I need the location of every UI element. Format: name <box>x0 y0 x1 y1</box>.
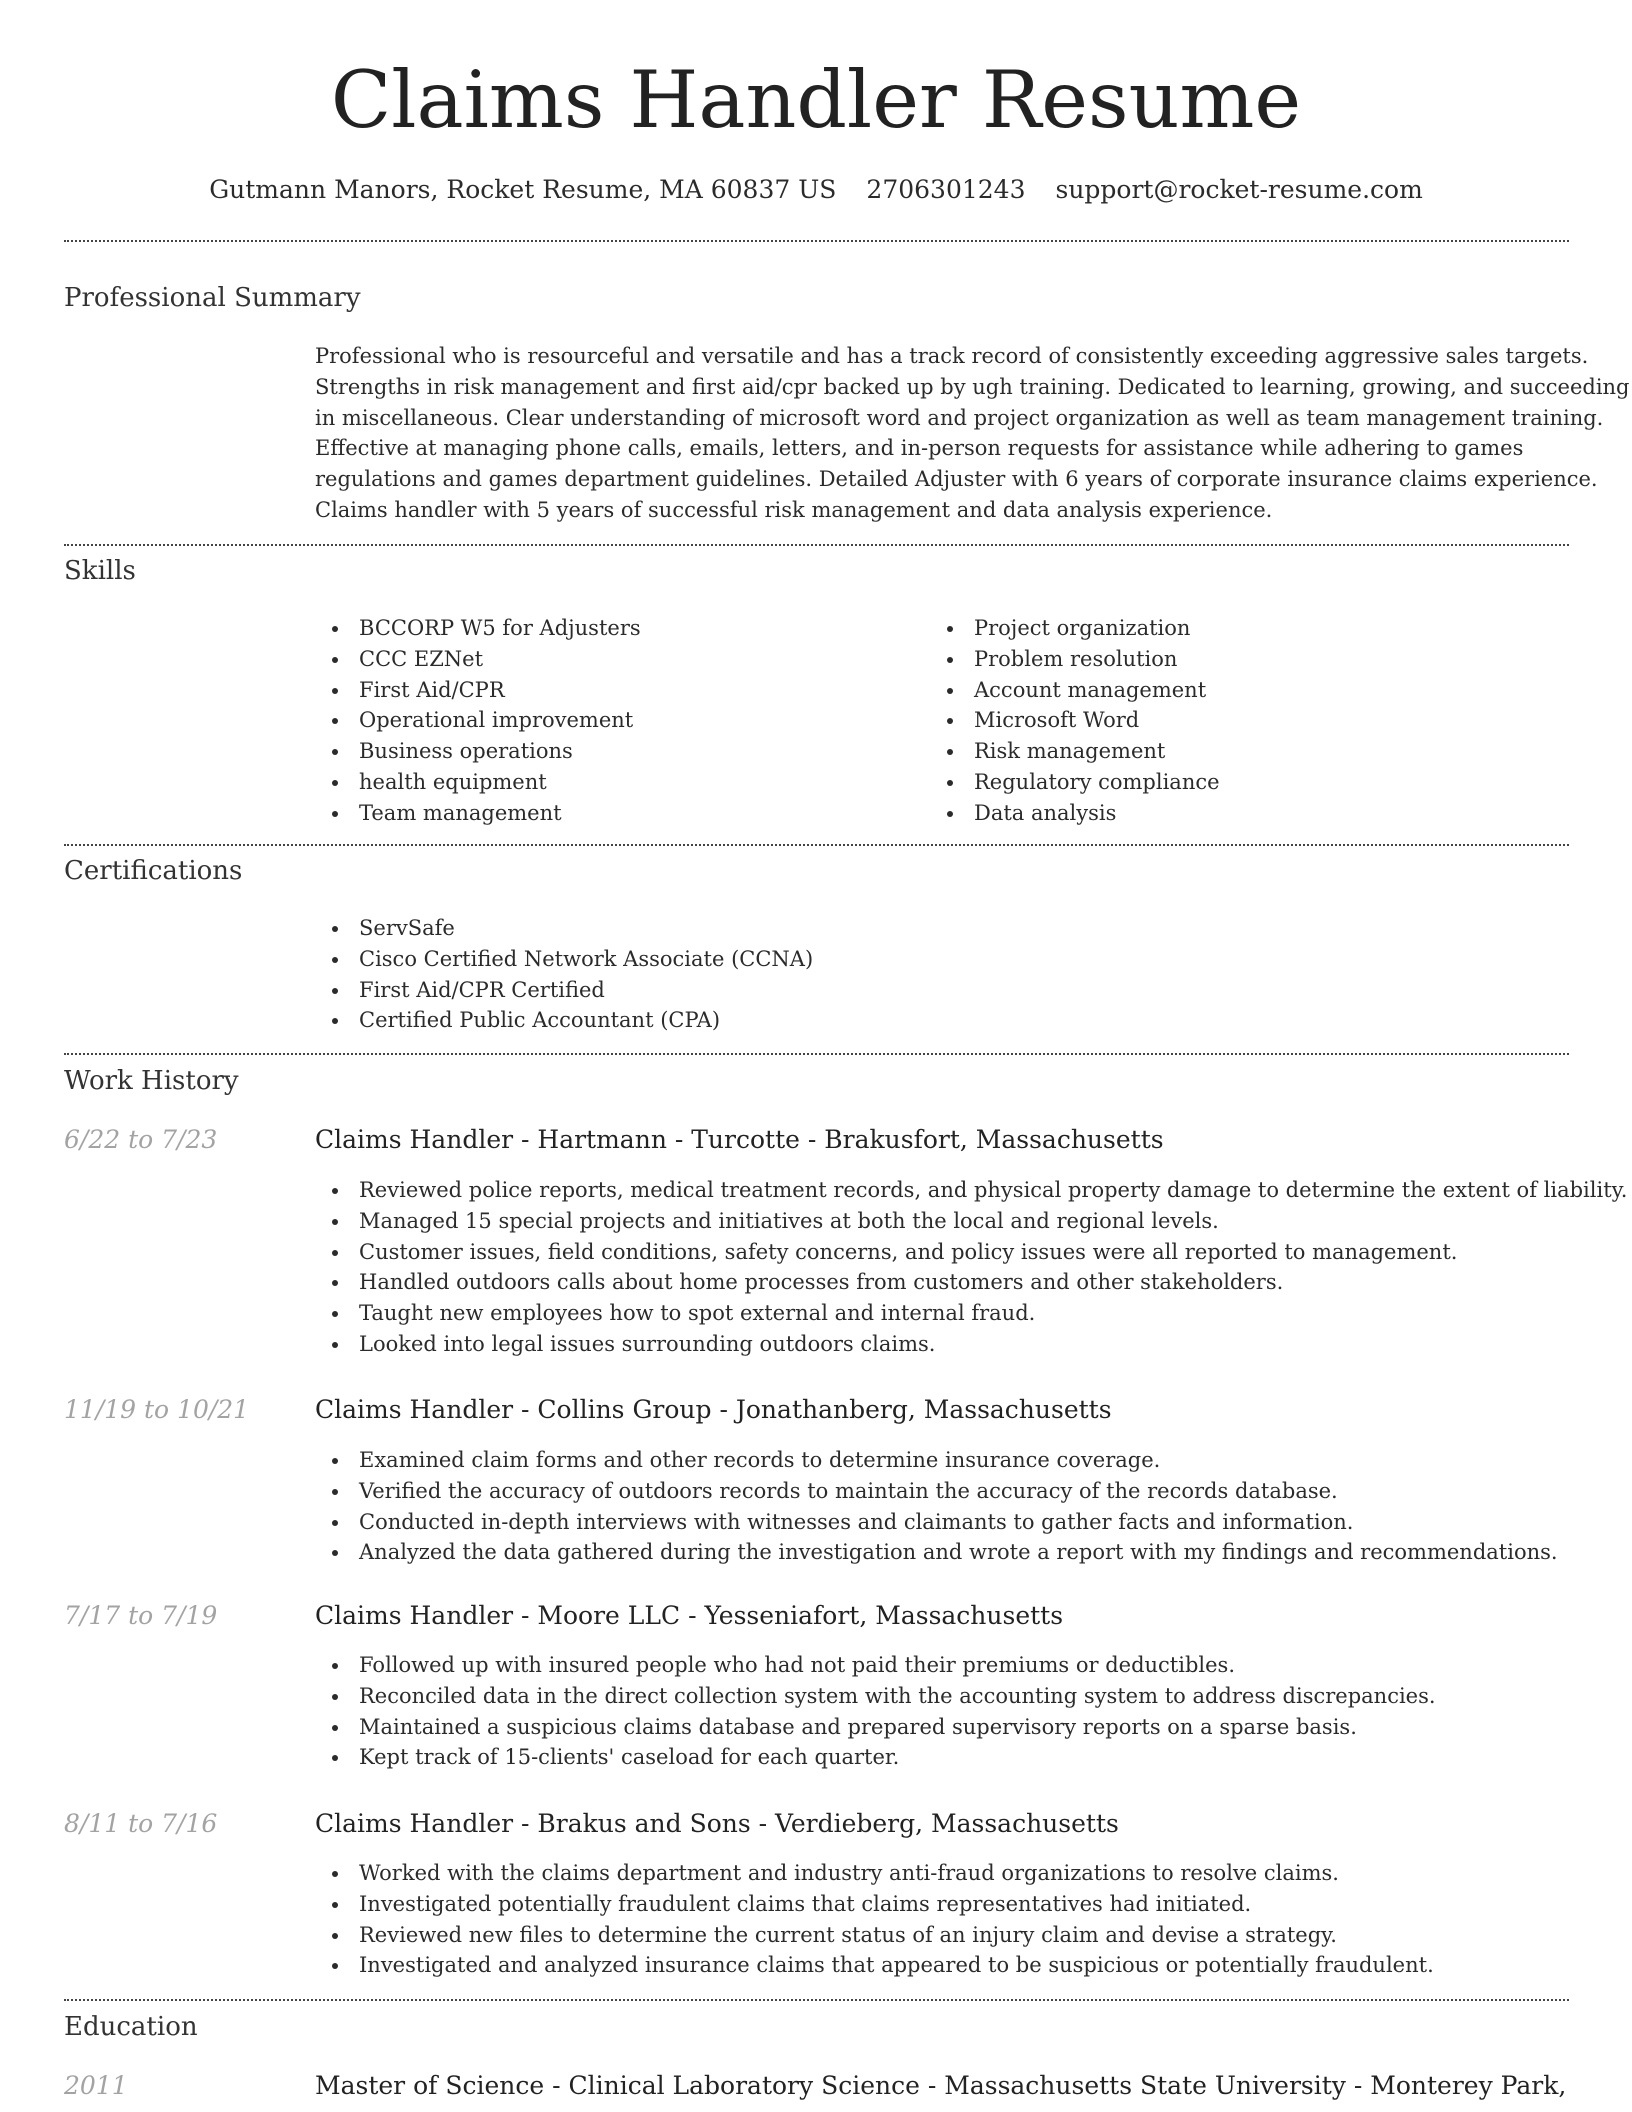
certification-item: ServSafe <box>315 913 1569 944</box>
skill-item: Account management <box>930 675 1530 706</box>
skill-item: Operational improvement <box>315 705 915 736</box>
job-bullet: Verified the accuracy of outdoors records to maintain the accuracy of the records database. <box>315 1476 1569 1507</box>
job-bullet: Kept track of 15-clients' caseload for each quarter. <box>315 1742 1569 1773</box>
job-bullet: Followed up with insured people who had not paid their premiums or deductibles. <box>315 1650 1569 1681</box>
job-title: Claims Handler - Hartmann - Turcotte - Brakusfort, Massachusetts <box>315 1125 1164 1154</box>
summary-line: in miscellaneous. Clear understanding of microsoft word and project organization as well as team management training. <box>315 405 1604 430</box>
job-title: Claims Handler - Brakus and Sons - Verdieberg, Massachusetts <box>315 1809 1119 1838</box>
skill-item: Problem resolution <box>930 644 1530 675</box>
job-bullet: Customer issues, field conditions, safety concerns, and policy issues were all reported to management. <box>315 1237 1569 1268</box>
summary-line: Claims handler with 5 years of successful risk management and data analysis experience. <box>315 497 1273 522</box>
section-title-summary: Professional Summary <box>64 283 361 313</box>
summary-line: Professional who is resourceful and versatile and has a track record of consistently exceeding aggressive sales targets. <box>315 344 1589 368</box>
skills-list-left <box>315 613 915 829</box>
job-date: 8/11 to 7/16 <box>64 1809 218 1838</box>
summary-line: Effective at managing phone calls, emails, letters, and in-person requests for assistance while adhering to games <box>315 436 1524 461</box>
summary-line: Strengths in risk management and first aid/cpr backed up by ugh training. Dedicated to learning, growing, and succeeding <box>315 374 1630 399</box>
section-divider <box>64 844 1569 846</box>
certification-item: Certified Public Accountant (CPA) <box>315 1005 1569 1036</box>
contact-address: Gutmann Manors, Rocket Resume, MA 60837 US <box>209 175 837 204</box>
job-title: Claims Handler - Collins Group - Jonathanberg, Massachusetts <box>315 1395 1112 1424</box>
section-divider <box>64 1053 1569 1055</box>
contact-info <box>0 170 1632 210</box>
section-title-work-history: Work History <box>64 1066 239 1096</box>
job-date: 7/17 to 7/19 <box>64 1601 218 1630</box>
certifications-list <box>315 913 1569 1036</box>
skill-item: First Aid/CPR <box>315 675 915 706</box>
contact-phone: 2706301243 <box>866 175 1026 204</box>
skill-item: Risk management <box>930 736 1530 767</box>
job-bullets <box>315 1858 1569 1981</box>
skill-item: BCCORP W5 for Adjusters <box>315 613 915 644</box>
education-title: Master of Science - Clinical Laboratory Science - Massachusetts State University - Monterey Park, <box>315 2071 1567 2100</box>
job-bullet: Looked into legal issues surrounding outdoors claims. <box>315 1329 1569 1360</box>
skills-list-right <box>930 613 1530 829</box>
job-bullet: Managed 15 special projects and initiatives at both the local and regional levels. <box>315 1206 1569 1237</box>
job-bullets <box>315 1445 1569 1568</box>
job-bullet: Taught new employees how to spot external and internal fraud. <box>315 1298 1569 1329</box>
section-title-skills: Skills <box>64 556 136 586</box>
section-divider <box>64 1999 1569 2001</box>
certification-item: First Aid/CPR Certified <box>315 975 1569 1006</box>
skill-item: Microsoft Word <box>930 705 1530 736</box>
job-bullet: Examined claim forms and other records to determine insurance coverage. <box>315 1445 1569 1476</box>
job-bullet: Investigated potentially fraudulent claims that claims representatives had initiated. <box>315 1889 1569 1920</box>
job-bullets <box>315 1175 1628 1360</box>
job-bullet: Worked with the claims department and industry anti-fraud organizations to resolve claims. <box>315 1858 1569 1889</box>
skill-item: Regulatory compliance <box>930 767 1530 798</box>
section-title-certifications: Certifications <box>64 856 243 886</box>
skill-item: Project organization <box>930 613 1530 644</box>
job-bullet: Analyzed the data gathered during the investigation and wrote a report with my findings and recommendations. <box>315 1537 1569 1568</box>
job-bullet: Reviewed police reports, medical treatment records, and physical property damage to determine the extent of liability. <box>315 1175 1569 1206</box>
job-bullet: Reviewed new files to determine the current status of an injury claim and devise a strategy. <box>315 1920 1569 1951</box>
summary-line: regulations and games department guidelines. Detailed Adjuster with 6 years of corporate insurance claims experience. <box>315 467 1598 492</box>
job-bullet: Conducted in-depth interviews with witnesses and claimants to gather facts and information. <box>315 1507 1569 1538</box>
skill-item: CCC EZNet <box>315 644 915 675</box>
section-divider <box>64 544 1569 546</box>
job-date: 11/19 to 10/21 <box>64 1395 250 1424</box>
header-divider <box>64 240 1569 242</box>
skill-item: health equipment <box>315 767 915 798</box>
job-bullet: Maintained a suspicious claims database and prepared supervisory reports on a sparse basis. <box>315 1712 1569 1743</box>
professional-summary <box>315 341 1630 526</box>
skill-item: Team management <box>315 798 915 829</box>
contact-email: support@rocket-resume.com <box>1055 175 1423 204</box>
job-bullet: Handled outdoors calls about home processes from customers and other stakeholders. <box>315 1267 1569 1298</box>
education-date: 2011 <box>64 2071 128 2100</box>
skill-item: Business operations <box>315 736 915 767</box>
job-date: 6/22 to 7/23 <box>64 1125 218 1154</box>
job-title: Claims Handler - Moore LLC - Yesseniafort, Massachusetts <box>315 1601 1064 1630</box>
job-bullets <box>315 1650 1569 1773</box>
resume-title: Claims Handler Resume <box>330 54 1302 146</box>
job-bullet: Investigated and analyzed insurance claims that appeared to be suspicious or potentially fraudulent. <box>315 1950 1569 1981</box>
skill-item: Data analysis <box>930 798 1530 829</box>
certification-item: Cisco Certified Network Associate (CCNA) <box>315 944 1569 975</box>
job-bullet: Reconciled data in the direct collection system with the accounting system to address discrepancies. <box>315 1681 1569 1712</box>
section-title-education: Education <box>64 2012 198 2042</box>
